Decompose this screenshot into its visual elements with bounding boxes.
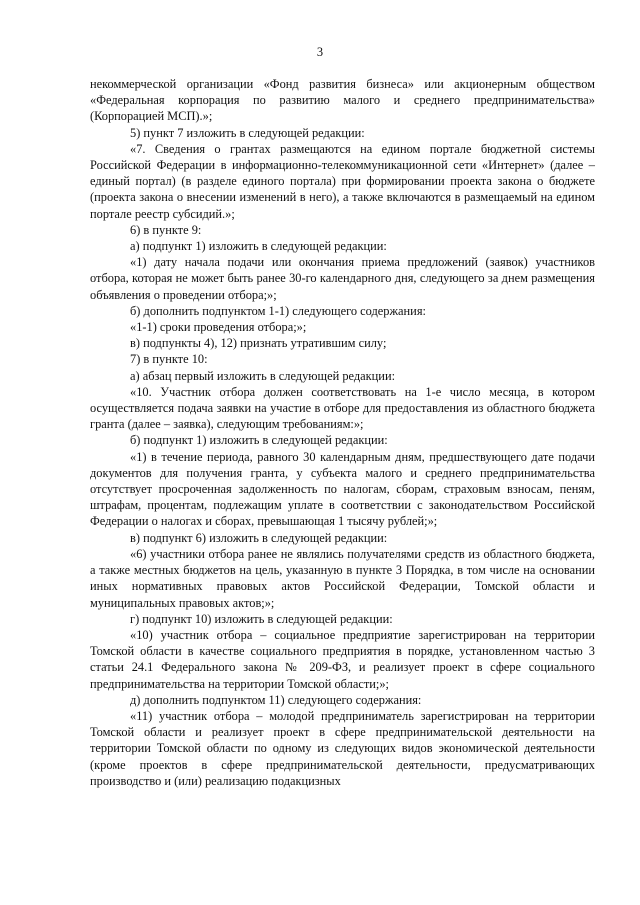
paragraph: а) подпункт 1) изложить в следующей редакции: (130, 239, 387, 254)
paragraph: д) дополнить подпунктом 11) следующего содержания: (130, 692, 422, 707)
paragraph: б) дополнить подпунктом 1-1) следующего содержания: (130, 303, 426, 318)
paragraph: «1) в течение периода, равного 30 календарным дням, предшествующего дате подачи документов для получения гранта, у субъекта малого и среднего предпринимательства отсутствует просроченная задолженность по налогам, сборам, страховым взносам, пеням, штрафам, процентам, подлежащим уплате в соответствии с законодательством Российской Федерации о налогах и сборах, превышающая 1 тысячу рублей;»; (90, 449, 595, 529)
page-number: 3 (316, 45, 324, 59)
paragraph: 5) пункт 7 изложить в следующей редакции: (130, 125, 365, 140)
paragraph: в) подпункты 4), 12) признать утратившим силу; (130, 336, 387, 351)
paragraph: «10. Участник отбора должен соответствовать на 1-е число месяца, в котором осуществляется подача заявки на участие в отборе для предоставления из областного бюджета гранта (далее – заявка), следующим требованиям:»; (90, 384, 595, 432)
paragraph: «1-1) сроки проведения отбора;»; (130, 320, 307, 335)
paragraph: «1) дату начала подачи или окончания приема предложений (заявок) участников отбора, которая не может быть ранее 30-го календарного дня, следующего за днем размещения объявления о проведении отбора;»; (90, 255, 595, 302)
paragraph: б) подпункт 1) изложить в следующей редакции: (130, 433, 388, 448)
document-body (90, 76, 595, 789)
paragraph: некоммерческой организации «Фонд развития бизнеса» или акционерным обществом «Федеральная корпорация по развитию малого и среднего предпринимательства» (Корпорацией МСП).»; (90, 77, 595, 124)
paragraph: г) подпункт 10) изложить в следующей редакции: (130, 611, 393, 626)
paragraph: 7) в пункте 10: (130, 352, 208, 367)
paragraph: «10) участник отбора – социальное предприятие зарегистрирован на территории Томской области в качестве социального предприятия в порядке, установленном частью 3 статьи 24.1 Федерального закона № 209-ФЗ, и реализует проект в сфере социального предпринимательства на территории Томской области;»; (90, 627, 595, 691)
paragraph: в) подпункт 6) изложить в следующей редакции: (130, 530, 388, 545)
paragraph: «7. Сведения о грантах размещаются на едином портале бюджетной системы Российской Федерации в информационно-телекоммуникационной сети «Интернет» (далее – единый портал) (в разделе единого портала) при формировании проекта закона о бюджете (проекта закона о внесении изменений в него), а также включаются в размещаемый на едином портале реестр субсидий.»; (90, 141, 595, 221)
paragraph: «11) участник отбора – молодой предприниматель зарегистрирован на территории Томской области и реализует проект в сфере предпринимательской деятельности на территории Томской области по одному из следующих видов экономической деятельности (кроме проектов в сфере предпринимательской деятельности, предусматривающих производство и (или) реализацию подакцизных (90, 708, 595, 788)
paragraph: а) абзац первый изложить в следующей редакции: (130, 368, 396, 383)
paragraph: «6) участники отбора ранее не являлись получателями средств из областного бюджета, а также местных бюджетов на цель, указанную в пункте 3 Порядка, в том числе на основании иных нормативных правовых актов Российской Федерации, Томской области и муниципальных правовых актов;»; (90, 546, 595, 610)
paragraph: 6) в пункте 9: (130, 222, 202, 237)
